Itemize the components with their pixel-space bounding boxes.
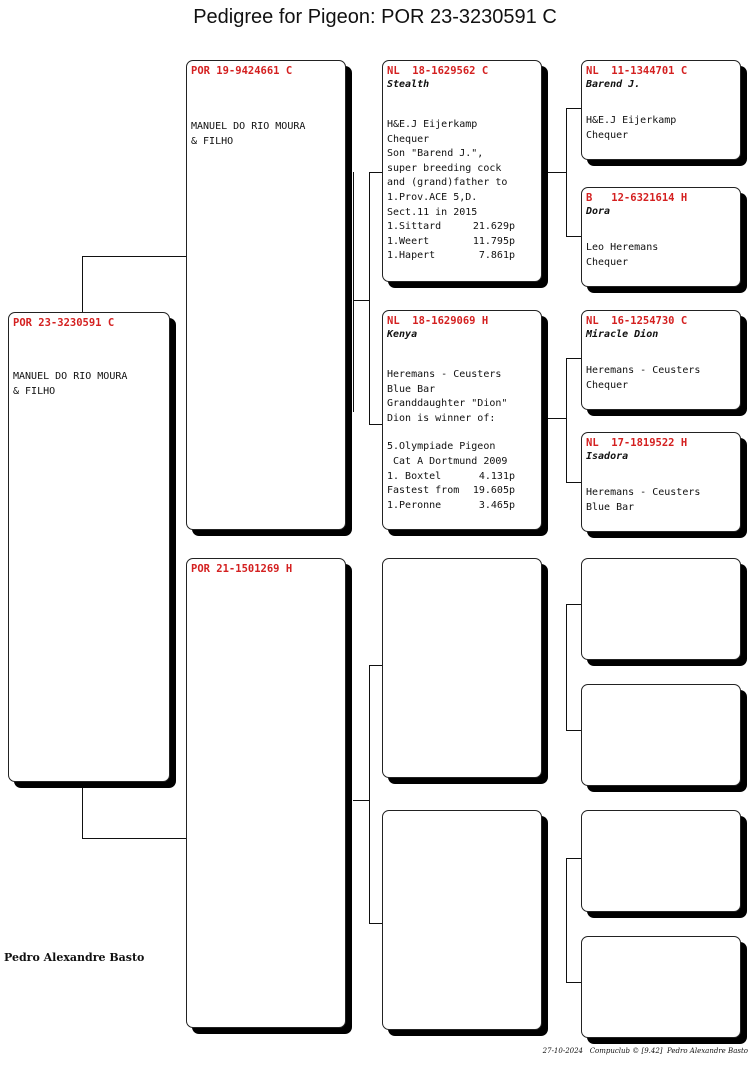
info-line: Son "Barend J.", <box>387 148 484 160</box>
owner-line: & FILHO <box>13 385 56 397</box>
info-line: Chequer <box>387 133 430 145</box>
info-line: H&E.J Eijerkamp <box>586 115 677 126</box>
info-line: Chequer <box>586 129 629 141</box>
result-row: Fastest from 19.605p <box>387 485 515 497</box>
connector <box>566 858 582 859</box>
breeder-name: Pedro Alexandre Basto <box>4 951 145 964</box>
info-line: Chequer <box>586 379 629 391</box>
pigeon-name: Dora <box>586 206 611 217</box>
ring-number: POR 19-9424661 C <box>191 65 293 77</box>
info-line: Heremans - Ceusters <box>586 487 701 498</box>
ss-dam-card[interactable] <box>581 187 741 287</box>
connector <box>566 358 567 482</box>
page-title: Pedigree for Pigeon: POR 23-3230591 C <box>193 6 557 28</box>
sd-dam-card[interactable] <box>581 432 741 532</box>
connector <box>566 108 582 109</box>
connector <box>369 424 383 425</box>
connector <box>566 604 582 605</box>
sd-sire-card[interactable] <box>581 310 741 410</box>
connector <box>566 358 582 359</box>
ring-number: POR 23-3230591 C <box>13 317 115 329</box>
connector <box>369 172 383 173</box>
info-line: Heremans - Ceusters <box>387 369 502 380</box>
connector <box>566 236 582 237</box>
result-row: 1.Sittard 21.629p <box>387 221 515 233</box>
dam-card[interactable] <box>186 558 346 1028</box>
result-row: 1.Weert 11.795p <box>387 235 515 247</box>
info-line: and (grand)father to <box>387 177 508 189</box>
connector <box>566 108 567 236</box>
pigeon-name: Stealth <box>387 79 430 90</box>
info-line: 1.Prov.ACE 5,D. <box>387 191 478 203</box>
result-row: 1.Hapert 7.861p <box>387 250 515 262</box>
connector <box>82 838 188 839</box>
ring-number: NL 18-1629069 H <box>387 315 489 327</box>
ring-number: POR 21-1501269 H <box>191 563 293 575</box>
info-line: Cat A Dortmund 2009 <box>387 455 508 467</box>
sire-card[interactable] <box>186 60 346 530</box>
info-line: Dion is winner of: <box>387 412 496 424</box>
result-row: 1.Peronne 3.465p <box>387 499 515 511</box>
connector <box>353 172 354 412</box>
info-line: Leo Heremans <box>586 242 659 253</box>
owner-line: MANUEL DO RIO MOURA <box>13 371 128 382</box>
connector <box>369 665 370 923</box>
ds-dam-card[interactable] <box>581 684 741 786</box>
owner-line: & FILHO <box>191 135 234 147</box>
info-line: Sect.11 in 2015 <box>387 206 478 218</box>
connector <box>566 604 567 730</box>
ring-number: NL 17-1819522 H <box>586 437 688 449</box>
connector <box>353 800 370 801</box>
info-line: super breeding cock <box>387 162 502 174</box>
footer-info: 27-10-2024 Compuclub © [9.42] Pedro Alexandre Basto <box>542 1047 748 1055</box>
info-line: Granddaughter "Dion" <box>387 398 508 410</box>
pigeon-name: Barend J. <box>586 79 641 90</box>
connector <box>541 172 566 173</box>
connector <box>369 665 383 666</box>
connector <box>566 858 567 982</box>
connector <box>369 923 383 924</box>
pigeon-name: Miracle Dion <box>586 329 659 340</box>
pigeon-name: Kenya <box>387 329 418 340</box>
dam-dam-card[interactable] <box>382 810 542 1030</box>
subject-pigeon-card[interactable] <box>8 312 170 782</box>
connector <box>566 730 582 731</box>
connector <box>566 482 582 483</box>
ring-number: NL 11-1344701 C <box>586 65 688 77</box>
ring-number: NL 16-1254730 C <box>586 315 688 327</box>
info-line: H&E.J Eijerkamp <box>387 119 478 130</box>
info-line: Chequer <box>586 256 629 268</box>
ds-sire-card[interactable] <box>581 558 741 660</box>
connector <box>566 982 582 983</box>
connector <box>353 300 370 301</box>
owner-line: MANUEL DO RIO MOURA <box>191 121 306 132</box>
result-row: 1. Boxtel 4.131p <box>387 470 515 482</box>
dd-sire-card[interactable] <box>581 810 741 912</box>
sire-sire-card[interactable] <box>382 60 542 282</box>
info-line: Heremans - Ceusters <box>586 365 701 376</box>
connector <box>82 256 188 257</box>
connector <box>541 418 566 419</box>
dam-sire-card[interactable] <box>382 558 542 778</box>
info-line: 5.Olympiade Pigeon <box>387 441 496 453</box>
info-line: Blue Bar <box>586 501 635 513</box>
pigeon-name: Isadora <box>586 451 629 462</box>
ring-number: NL 18-1629562 C <box>387 65 489 77</box>
ss-sire-card[interactable] <box>581 60 741 160</box>
connector <box>369 172 370 424</box>
ring-number: B 12-6321614 H <box>586 192 688 204</box>
dd-dam-card[interactable] <box>581 936 741 1038</box>
info-line: Blue Bar <box>387 383 436 395</box>
sire-dam-card[interactable] <box>382 310 542 530</box>
